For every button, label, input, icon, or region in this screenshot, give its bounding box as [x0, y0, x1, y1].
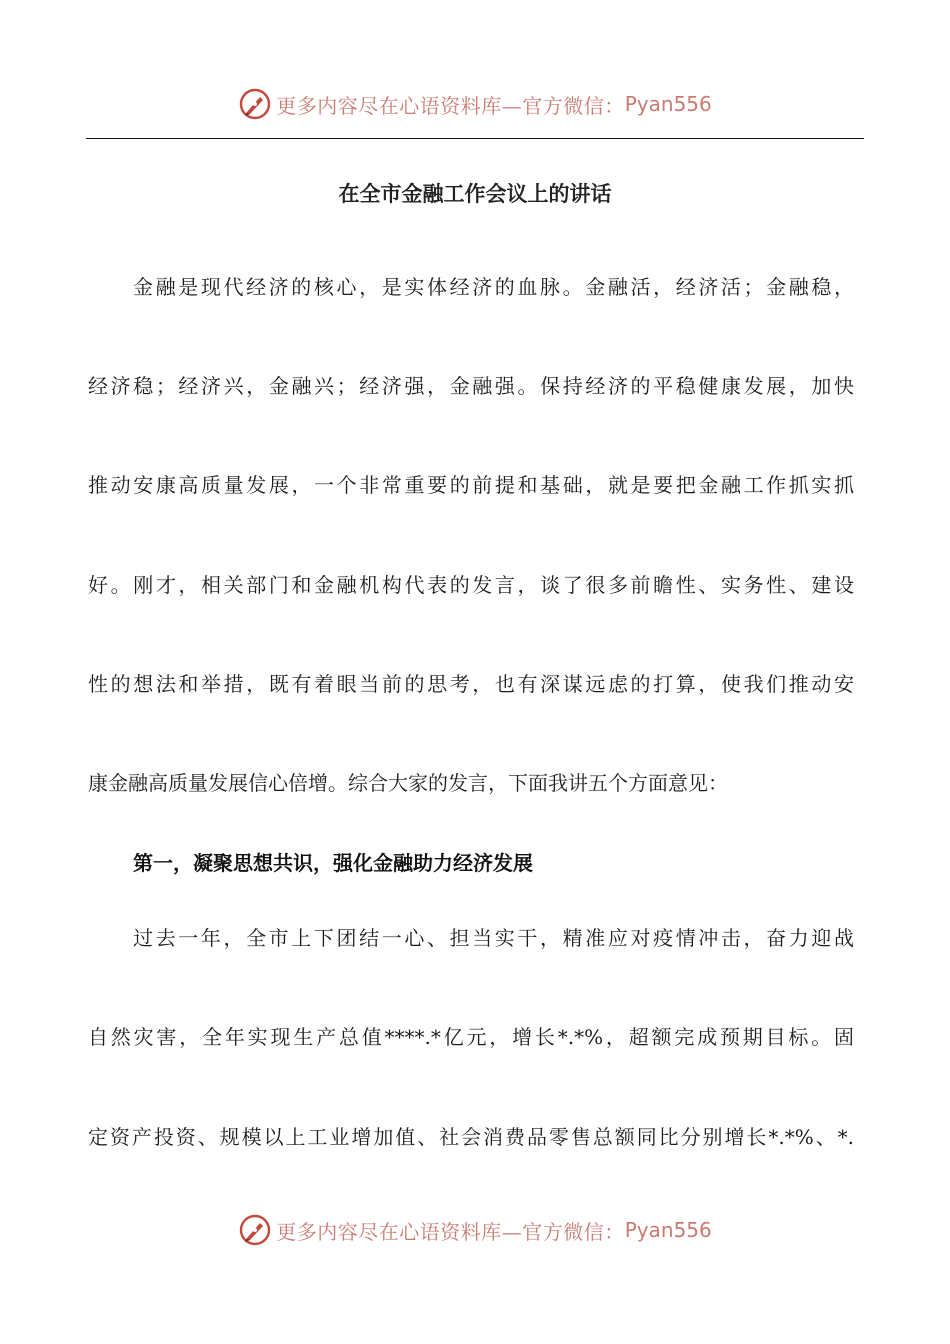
- footer-banner: [0, 1210, 950, 1250]
- header-divider: [86, 138, 864, 139]
- paragraph-line: 定资产投资、规模以上工业增加值、社会消费品零售总额同比分别增长*.*%、*.: [88, 1125, 854, 1149]
- document-title: 在全市金融工作会议上的讲话: [338, 182, 612, 206]
- paragraph-line: 性的想法和举措，既有着眼当前的思考，也有深谋远虑的打算，使我们推动安: [88, 672, 854, 696]
- section-heading: 第一，凝聚思想共识，强化金融助力经济发展: [133, 851, 533, 875]
- banner-wechat-id: Pyan556: [624, 1218, 712, 1242]
- paragraph-line: 康金融高质量发展信心倍增。综合大家的发言，下面我讲五个方面意见：: [88, 771, 728, 795]
- pen-logo-icon: [238, 1213, 272, 1247]
- banner-text: 更多内容尽在心语资料库—官方微信：: [276, 1219, 625, 1244]
- pen-logo-icon: [238, 87, 272, 121]
- banner-text: 更多内容尽在心语资料库—官方微信：: [276, 93, 625, 118]
- paragraph-line: 推动安康高质量发展，一个非常重要的前提和基础，就是要把金融工作抓实抓: [88, 473, 854, 497]
- paragraph-line: 金融是现代经济的核心，是实体经济的血脉。金融活，经济活；金融稳，: [133, 275, 854, 299]
- header-banner: [0, 84, 950, 124]
- banner-wechat-id: Pyan556: [624, 92, 712, 116]
- paragraph-line: 自然灾害，全年实现生产总值****.*亿元，增长*.*%，超额完成预期目标。固: [88, 1025, 854, 1049]
- paragraph-line: 经济稳；经济兴，金融兴；经济强，金融强。保持经济的平稳健康发展，加快: [88, 374, 854, 398]
- paragraph-line: 过去一年，全市上下团结一心、担当实干，精准应对疫情冲击，奋力迎战: [133, 926, 854, 950]
- paragraph-line: 好。刚才，相关部门和金融机构代表的发言，谈了很多前瞻性、实务性、建设: [88, 573, 854, 597]
